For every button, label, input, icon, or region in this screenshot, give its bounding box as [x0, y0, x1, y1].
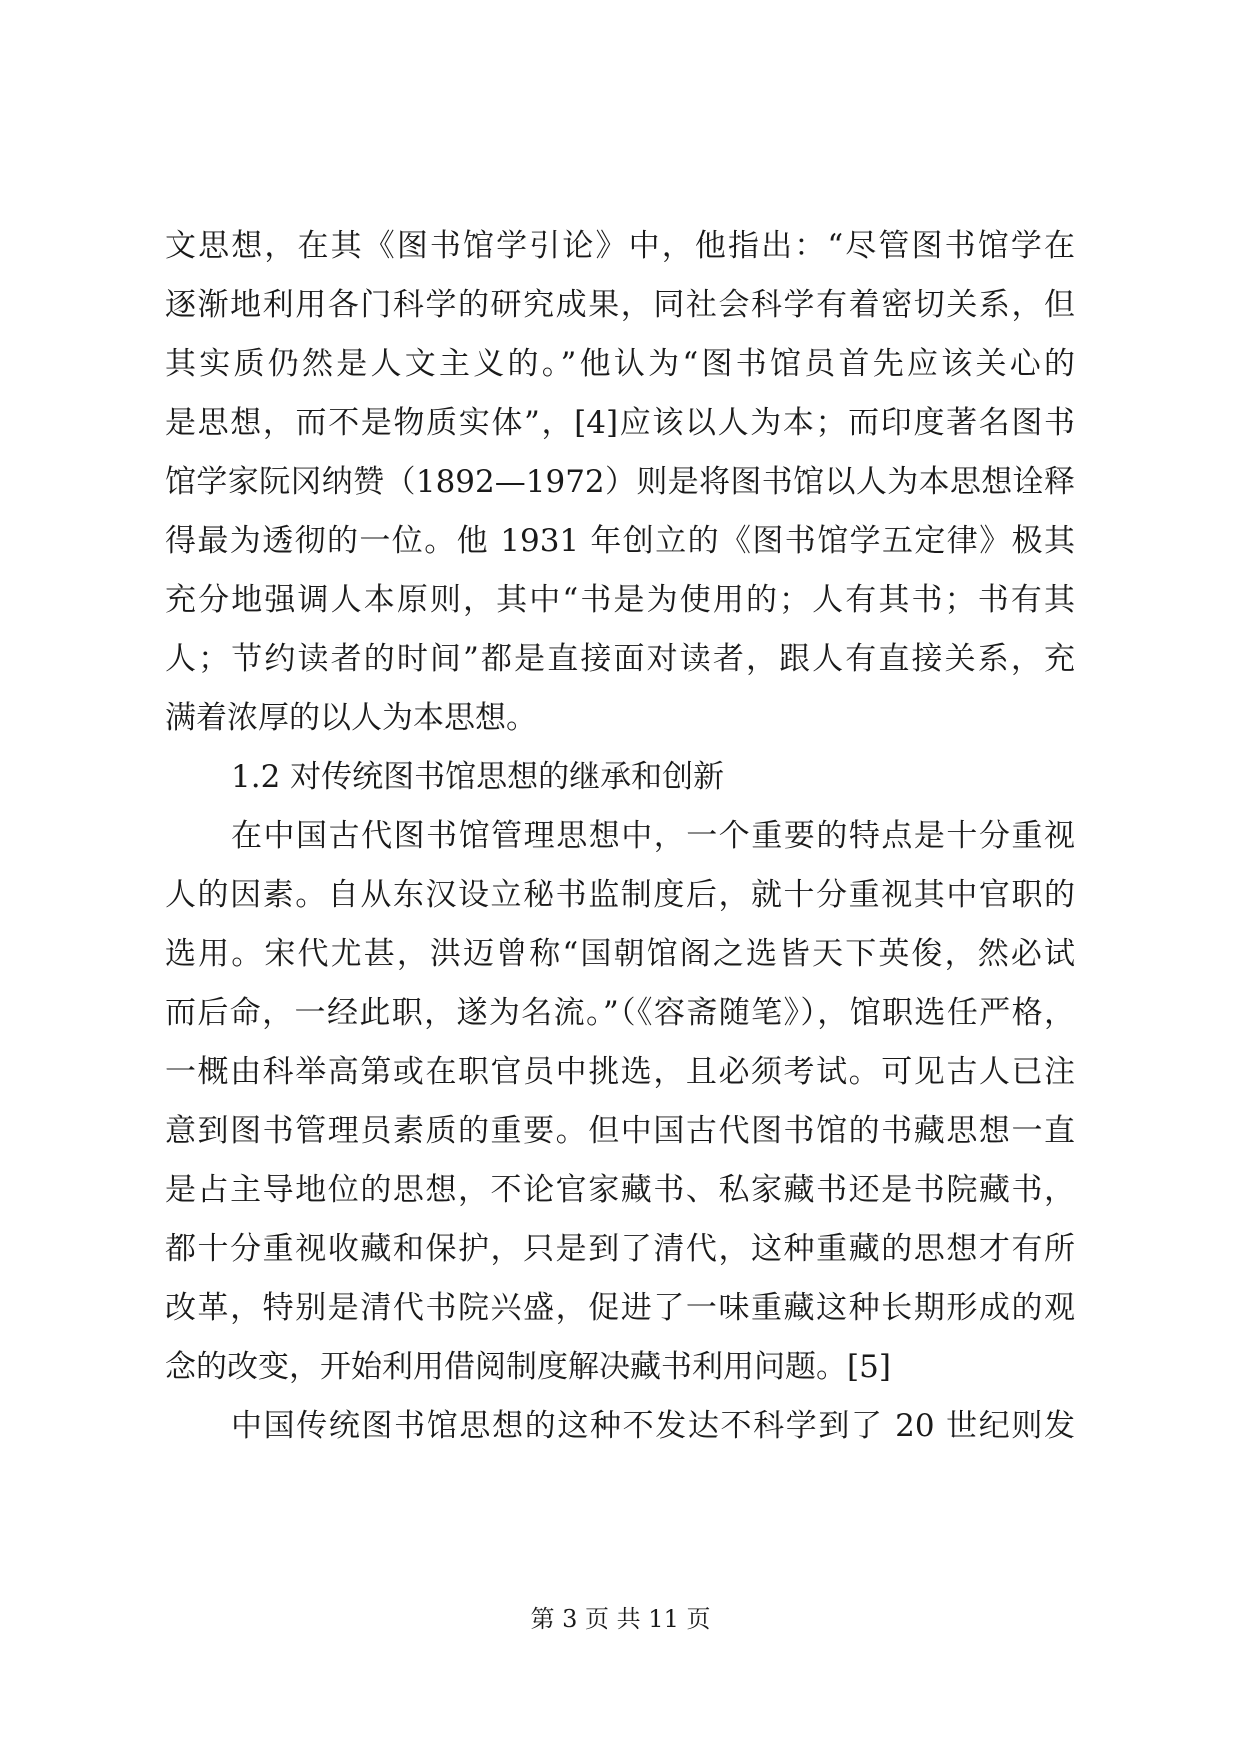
- text-line: 馆学家阮冈纳赞（1892—1972）则是将图书馆以人为本思想诠释: [165, 464, 1075, 500]
- text-line: 一概由科举高第或在职官员中挑选，且必须考试。可见古人已注: [165, 1054, 1075, 1090]
- text-line: 是思想，而不是物质实体”，[4]应该以人为本；而印度著名图书: [165, 405, 1075, 441]
- text-line: 其实质仍然是人文主义的。”他认为“图书馆员首先应该关心的: [165, 346, 1075, 382]
- text-line: 中国传统图书馆思想的这种不发达不科学到了 20 世纪则发: [231, 1408, 1075, 1444]
- text-line: 是占主导地位的思想，不论官家藏书、私家藏书还是书院藏书，: [165, 1172, 1075, 1208]
- text-line: 得最为透彻的一位。他 1931 年创立的《图书馆学五定律》极其: [165, 523, 1075, 559]
- text-line: 充分地强调人本原则，其中“书是为使用的；人有其书；书有其: [165, 582, 1075, 618]
- section-heading: 1.2 对传统图书馆思想的继承和创新: [231, 759, 725, 795]
- text-line: 选用。宋代尤甚，洪迈曾称“国朝馆阁之选皆天下英俊，然必试: [165, 936, 1075, 972]
- text-line: 而后命，一经此职，遂为名流。”（《容斋随笔》），馆职选任严格，: [165, 995, 1075, 1031]
- text-line: 在中国古代图书馆管理思想中，一个重要的特点是十分重视: [231, 818, 1075, 854]
- text-line: 文思想，在其《图书馆学引论》中，他指出：“尽管图书馆学在: [165, 228, 1075, 264]
- text-line: 都十分重视收藏和保护，只是到了清代，这种重藏的思想才有所: [165, 1231, 1075, 1267]
- text-line: 念的改变，开始利用借阅制度解决藏书利用问题。[5]: [165, 1349, 891, 1385]
- text-line: 人；节约读者的时间”都是直接面对读者，跟人有直接关系，充: [165, 641, 1075, 677]
- text-line: 满着浓厚的以人为本思想。: [165, 700, 537, 736]
- text-line: 逐渐地利用各门科学的研究成果，同社会科学有着密切关系，但: [165, 287, 1075, 323]
- page-footer: 第 3 页 共 11 页: [530, 1605, 711, 1633]
- text-line: 人的因素。自从东汉设立秘书监制度后，就十分重视其中官职的: [165, 877, 1075, 913]
- text-line: 意到图书管理员素质的重要。但中国古代图书馆的书藏思想一直: [165, 1113, 1075, 1149]
- text-line: 改革，特别是清代书院兴盛，促进了一味重藏这种长期形成的观: [165, 1290, 1075, 1326]
